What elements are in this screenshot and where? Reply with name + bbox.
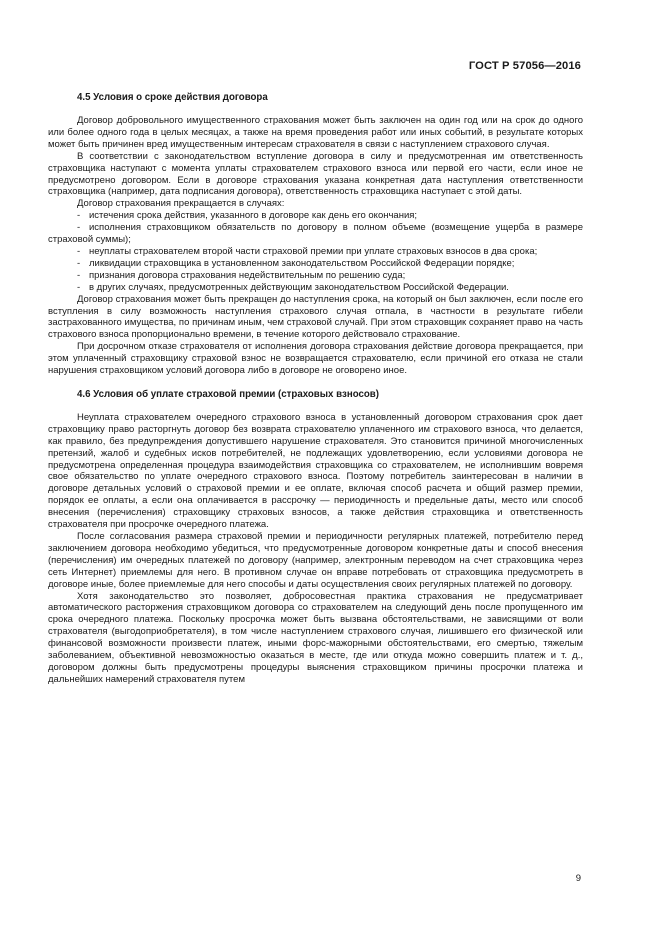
document-body [48, 92, 583, 686]
paragraph: Договор страхования может быть прекращен до наступления срока, на который он был заключен, если после его вступления в силу возможность наступления страхового случая отпала, в частности в результате гибели застрахованного имущества, по причинам иным, чем страховой случай. При этом страховщик сохраняет право на часть страхового взноса пропорционально времени, в течение которого действовало страхование. [48, 293, 583, 341]
paragraph: Договор добровольного имущественного страхования может быть заключен на один год или на срок до одного или более одного года в целых месяцах, а также на время проведения работ или иных событий, в результате которых может быть причинен вред имущественным интересам страхователя в связи с наступлением страхового случая. [48, 115, 583, 150]
page-number: 9 [575, 873, 581, 884]
list-item-text: неуплаты страхователем второй части страховой премии при уплате страховых взносов в два срока; [89, 245, 538, 257]
list-item-text: истечения срока действия, указанного в договоре как день его окончания; [89, 210, 418, 222]
paragraph: Неуплата страхователем очередного страхового взноса в установленный договором страхования срок дает страховщику право расторгнуть договор без возврата страхователю уплаченного им страхового взноса, что делается, как правило, без предупреждения допустившего нарушение страхователя. Это становится причиной многочисленных претензий, жалоб и судебных исков потребителей, не подлежащих удовлетворению, если условиями договора не предусмотрена определенная процедура взаимодействия страховщика со страхователем, не исполнившим вовремя свое обязательство по уплате очередного страхового взноса. Поэтому потребитель заинтересован в наличии в договоре детальных условий о страховой премии и ее оплате, включая способ расчета и общий размер премии, порядок ее оплаты, а если она оплачивается в рассрочку — периодичность и предельные даты, место или способ внесения (перечисления) страховщику страховых взносов, а также действия страховщика и ответственность страхователя при просрочке очередного платежа. [48, 411, 583, 531]
paragraph: После согласования размера страховой премии и периодичности регулярных платежей, потребителю перед заключением договора необходимо убедиться, что предусмотренные договором конкретные даты и способ внесения (перечисления) им очередных платежей по договору (например, электронным переводом на счет страховщика через сеть Интернет) приемлемы для него. В противном случае он вправе потребовать от страховщика предусмотреть в договоре иные, более приемлемые для него способы и даты осуществления своих регулярных платежей по договору. [48, 531, 583, 590]
list-item: - признания договора страхования недействительным по решению суда; [77, 269, 406, 281]
list-item: - ликвидации страховщика в установленном законодательством Российской Федерации порядке; [77, 257, 515, 269]
list-item: - в других случаях, предусмотренных действующим законодательством Российской Федерации. [77, 281, 509, 293]
paragraph: Договор страхования прекращается в случаях: [77, 198, 285, 210]
list-item: - неуплаты страхователем второй части страховой премии при уплате страховых взносов в два срока; [77, 245, 538, 257]
list-item-text: исполнения страховщиком обязательств по договору в полном объеме (возмещение ущерба в размере страховой суммы); [48, 222, 583, 246]
section-heading-4-5: 4.5 Условия о сроке действия договора [77, 92, 268, 103]
list-item-text: ликвидации страховщика в установленном законодательством Российской Федерации порядке; [89, 257, 515, 269]
paragraph: Хотя законодательство это позволяет, добросовестная практика страхования не предусматривает автоматического расторжения страховщиком договора со страхователем на следующий день после пропущенного им срока очередного платежа. Поскольку просрочка может быть вызвана обстоятельствами, не зависящими от воли страхователя (выгодоприобретателя), в том числе наступлением страхового случая, лишившего его физической или финансовой возможности произвести платеж, иными форс-мажорными обстоятельствами, его смертью, тяжелым заболеванием, объективной невозможностью оказаться в месте, где или откуда можно совершить платеж и т. д., договором должны быть предусмотрены процедуры выяснения страховщиком причины просрочки платежа и дальнейших намерений страхователя путем [48, 590, 583, 685]
section-heading-4-6: 4.6 Условия об уплате страховой премии (страховых взносов) [77, 388, 379, 400]
paragraph: При досрочном отказе страхователя от исполнения договора страхования действие договора прекращается, при этом уплаченный страховщику страховой взнос не возвращается страхователю, если причиной его отказа не стали нарушения страховщиком условий договора либо в договоре не оговорено иное. [48, 341, 583, 377]
list-item: - исполнения страховщиком обязательств по договору в полном объеме (возмещение ущерба в размере страховой суммы); [48, 222, 583, 246]
list-item-text: признания договора страхования недействительным по решению суда; [89, 269, 406, 281]
paragraph: В соответствии с законодательством вступление договора в силу и предусмотренная им ответственность страховщика наступают с момента уплаты страхователем страхового взноса или первой его части, если иное не предусмотрено договором. Если в договоре страхования указана конкретная дата наступления ответственности страховщика (например, дата подписания договора), ответственность страховщика наступает с этой даты. [48, 150, 583, 198]
list-item-text: в других случаях, предусмотренных действующим законодательством Российской Федерации. [89, 281, 509, 293]
document-id: ГОСТ Р 57056—2016 [468, 60, 581, 72]
list-item: - истечения срока действия, указанного в договоре как день его окончания; [77, 210, 418, 222]
